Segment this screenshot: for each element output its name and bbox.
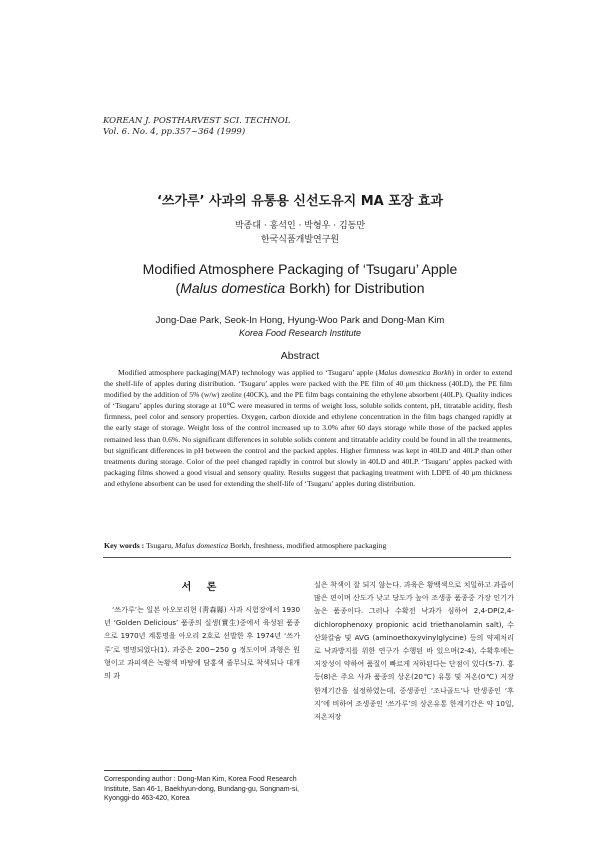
english-title-line1: Modified Atmosphere Packaging of ‘Tsugaru’ Apple <box>142 261 458 277</box>
introduction-heading: 서 론 <box>181 582 223 593</box>
title-tail: Borkh) for Distribution <box>285 280 425 296</box>
korean-byline <box>0 219 600 247</box>
right-column <box>314 578 514 723</box>
journal-name: KOREAN J. POSTHARVEST SCI. TECHNOL <box>103 116 291 126</box>
title-species: Malus domestica <box>180 280 286 296</box>
abstract-text-rest: ) in order to extend the shelf-life of apples during distribution. ‘Tsugaru’ apples were packed with the PE film of 40 μm thickness (40LD), the PE film modified by the addition of 5% (w/w) zeolite (40CK), and the PE film bags containing the ethylene absorbent (40LP). Quality indices of ‘Tsugaru’ apples during storage at 10℃ were measured in terms of weight loss, soluble solids content, pH, titratable acidity, flesh firmness, peel color and sensory properties. Oxygen, carbon dioxide and ethylene concentration in the film bags changed rapidly at the early stage of storage. Weight loss of the control increased up to 3.0% after 60 days storage while those of the packed apples remained less than 0.6%. No significant differences in soluble solids content and titratable acidity could be found in all the treatments, but significant differences in pH between the control and the packed apples. Higher firmness was kept in 40LD and 40LP than other treatments during storage. Color of the peel changed rapidly in control but slowly in 40LD and 40LP. ‘Tsugaru’ apples packed with packaging films showed a good visual and sensory quality. Results suggest that packaging treatment with LDPE of 40 μm thickness and ethylene absorbent can be used for extending the shelf-life of ‘Tsugaru’ apples during distribution. <box>104 368 512 488</box>
english-title <box>0 260 600 298</box>
abstract-text-start: Modified atmosphere packaging(MAP) technology was applied to ‘Tsugaru’ apple ( <box>118 368 379 377</box>
abstract-species: Malus domestica Borkh <box>378 368 452 377</box>
title-paren: ( <box>175 280 181 296</box>
left-column <box>104 578 300 682</box>
english-institute: Korea Food Research Institute <box>238 328 362 338</box>
korean-title: ‘쓰가루’ 사과의 유통용 신선도유지 MA 포장 효과 <box>156 194 444 209</box>
english-title-line2 <box>0 279 600 298</box>
korean-authors: 박종대 · 홍석인 · 박형우 · 김동만 <box>234 221 366 231</box>
english-byline <box>0 314 600 340</box>
keywords-rest: Borkh, freshness, modified atmosphere packaging <box>228 541 387 550</box>
journal-volume: Vol. 6. No. 4, pp.357~364 (1999) <box>103 127 246 137</box>
footnote-divider <box>104 770 192 771</box>
korean-institute: 한국식품개발연구원 <box>260 235 340 245</box>
intro-left-text: ‘쓰가루’는 일본 아오모리현 (靑森縣) 사과 시험장에서 1930년 ‘Golden Delicious’ 품종의 실생(實生)중에서 육성된 품종으로 1970년 계통명을 아오리 2호로 선발한 후 1974년 ‘쓰가루’로 명명되었다(1). 과중은 200~250 g 정도이며 과형은 원형이고 과피색은 녹황색 바탕에 담홍색 줄무늬로 착색되나 대개의 과 <box>104 605 300 681</box>
abstract-body <box>104 367 512 489</box>
section-divider <box>103 557 511 558</box>
abstract-text <box>104 367 512 489</box>
intro-right-text: 실은 착색이 잘 되지 않는다. 과육은 황백색으로 치밀하고 과즙이 많은 편이며 산도가 낮고 당도가 높아 조생종 품종중 가장 인기가 높은 품종이다. 그러나 수확전 낙과가 심하여 2,4-DP(2,4-dichlorophenoxy propionic acid triethanolamin salt), 수산화칼슘 및 AVG (aminoethoxyvinylglycine) 등의 약제처리로 낙과방지를 위한 연구가 수행된 바 있으며(2-4), 수확후에는 저장성이 약하여 품질이 빠르게 저하된다는 단점이 있다(5-7). 홍 등(8)은 주요 사과 품종의 상온(20℃) 유통 및 저온(0℃) 저장 한계기간을 설정하였는데, 중생종인 ‘조나골드’나 만생종인 ‘후지’에 비하여 조생종인 ‘쓰가루’의 상온유통 한계기간은 약 10일, 저온저장 <box>314 580 514 722</box>
keywords <box>104 540 524 551</box>
abstract-heading: Abstract <box>280 350 320 362</box>
keywords-label: Key words : <box>104 541 145 550</box>
journal-header <box>103 116 290 138</box>
keywords-species: Malus domestica <box>175 541 229 550</box>
corresponding-author-footnote: Corresponding author : Dong-Man Kim, Korea Food Research Institute, San 46-1, Baekhyun-dong, Bundang-gu, Songnam-si, Kyonggi-do 463-420, Korea <box>104 776 299 803</box>
keywords-start: Tsugaru, <box>144 541 175 550</box>
english-authors: Jong-Dae Park, Seok-In Hong, Hyung-Woo Park and Dong-Man Kim <box>155 315 445 326</box>
